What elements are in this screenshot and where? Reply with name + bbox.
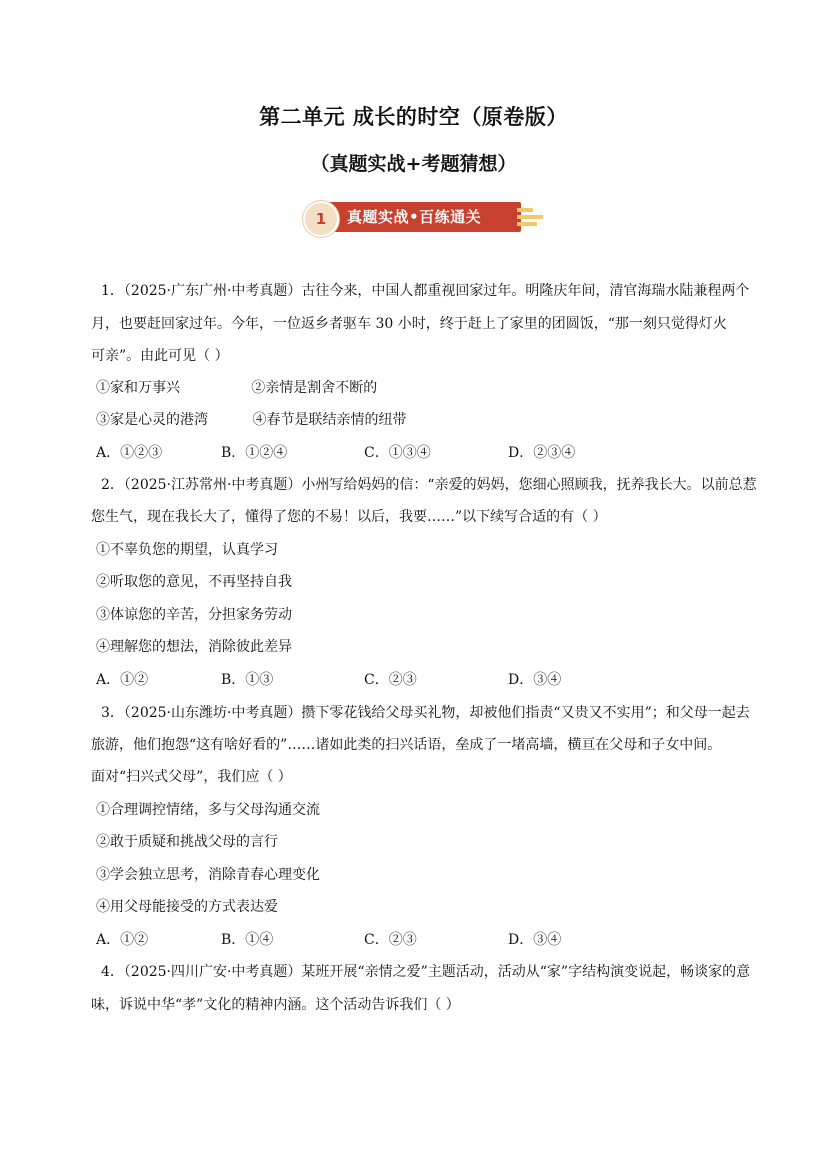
question-text-line: 3．（2025·山东潍坊·中考真题）攒下零花钱给父母买礼物，却被他们指责“又贵又不实用”；和父母一起去 (101, 705, 750, 721)
question-text-line: 4．（2025·四川广安·中考真题）某班开展“亲情之爱”主题活动，活动从“家”字结构演变说起，畅谈家的意 (101, 964, 751, 980)
statement-line: ②听取您的意见，不再坚持自我 (96, 574, 292, 590)
answer-option-a: A．①② (96, 672, 149, 688)
answer-option-a: A．①②③ (96, 445, 163, 461)
answer-option-a: A．①② (96, 932, 149, 948)
banner-label: 真题实战•百练通关 (347, 208, 482, 226)
banner-stripe (517, 208, 533, 212)
statement-line: ①合理调控情绪，多与父母沟通交流 (96, 802, 320, 818)
banner-stripe (517, 222, 537, 226)
answer-option-d: D．③④ (508, 932, 562, 948)
question-text-line: 2．（2025·江苏常州·中考真题）小州写给妈妈的信：“亲爱的妈妈，您细心照顾我，抚养我长大。以前总惹 (101, 477, 757, 493)
section-banner (303, 197, 543, 237)
banner-number-badge: 1 (303, 201, 339, 237)
question-text-line: 月，也要赶回家过年。今年，一位返乡者驱车 30 小时，终于赶上了家里的团圆饭，“那一刻只觉得灯火 (91, 316, 727, 332)
question-text-line: 可亲”。由此可见（ ） (91, 348, 229, 364)
statement-line: ④理解您的想法，消除彼此差异 (96, 639, 292, 655)
statement-line: ③体谅您的辛苦，分担家务劳动 (96, 607, 292, 623)
banner-stripe (517, 215, 543, 219)
question-text-line: 您生气，现在我长大了，懂得了您的不易！以后，我要……”以下续写合适的有（ ） (91, 509, 607, 525)
question-text-line: 味，诉说中华“孝”文化的精神内涵。这个活动告诉我们（ ） (91, 997, 460, 1013)
answer-option-c: C．①③④ (364, 445, 431, 461)
answer-option-d: D．③④ (508, 672, 562, 688)
question-text-line: 1．（2025·广东广州·中考真题）古往今来，中国人都重视回家过年。明隆庆年间，清官海瑞水陆兼程两个 (101, 283, 750, 299)
statement-line: ①家和万事兴 ②亲情是割舍不断的 (96, 380, 378, 396)
answer-option-b: B．①③ (221, 672, 274, 688)
answer-option-c: C．②③ (364, 672, 417, 688)
answer-option-b: B．①④ (221, 932, 274, 948)
statement-line: ③家是心灵的港湾 ④春节是联结亲情的纽带 (96, 412, 407, 428)
question-text-line: 面对“扫兴式父母”，我们应（ ） (91, 769, 292, 785)
statement-line: ③学会独立思考，消除青春心理变化 (96, 867, 320, 883)
page-subtitle: （真题实战+考题猜想） (310, 153, 517, 175)
statement-line: ①不辜负您的期望，认真学习 (96, 542, 278, 558)
question-text-line: 旅游，他们抱怨“这有啥好看的”……诸如此类的扫兴话语，垒成了一堵高墙，横亘在父母和子女中间。 (91, 737, 722, 753)
answer-option-b: B．①②④ (221, 445, 288, 461)
statement-line: ②敢于质疑和挑战父母的言行 (96, 834, 278, 850)
page-title: 第二单元 成长的时空（原卷版） (259, 105, 568, 129)
statement-line: ④用父母能接受的方式表达爱 (96, 899, 278, 915)
answer-option-c: C．②③ (364, 932, 417, 948)
answer-option-d: D．②③④ (508, 445, 576, 461)
